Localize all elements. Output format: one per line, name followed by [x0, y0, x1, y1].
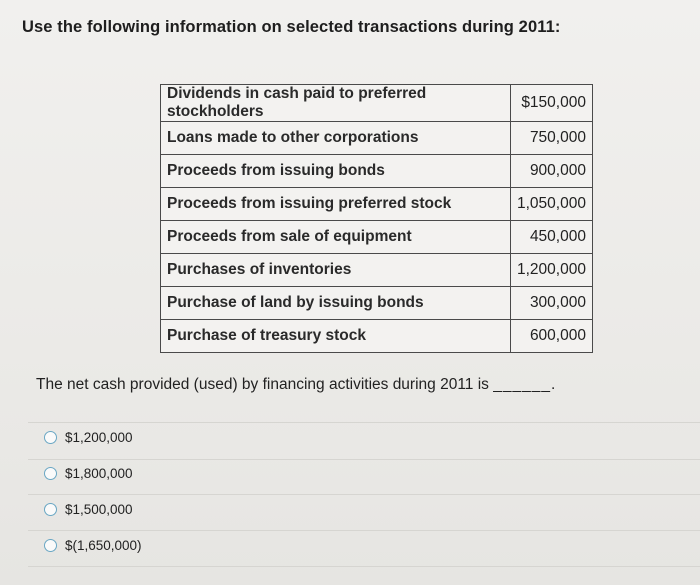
- transaction-label: Proceeds from issuing bonds: [161, 155, 511, 188]
- prompt-sentence: The net cash provided (used) by financing activities during 2011 is: [36, 376, 489, 393]
- radio-icon[interactable]: [44, 539, 57, 552]
- option-label: $1,200,000: [65, 430, 133, 445]
- transaction-amount: 750,000: [511, 122, 593, 155]
- table-row: [161, 287, 593, 320]
- transaction-amount: 900,000: [511, 155, 593, 188]
- answer-option[interactable]: [44, 430, 133, 445]
- radio-icon[interactable]: [44, 503, 57, 516]
- prompt-text: [36, 376, 556, 394]
- transaction-label: Loans made to other corporations: [161, 122, 511, 155]
- transaction-amount: 300,000: [511, 287, 593, 320]
- divider: [28, 566, 700, 567]
- divider: [28, 422, 700, 423]
- transaction-amount: 600,000: [511, 320, 593, 353]
- transaction-amount: 1,050,000: [511, 188, 593, 221]
- table-row: [161, 320, 593, 353]
- table-row: [161, 254, 593, 287]
- transaction-label: Purchase of land by issuing bonds: [161, 287, 511, 320]
- transaction-label: Purchase of treasury stock: [161, 320, 511, 353]
- option-label: $(1,650,000): [65, 538, 142, 553]
- transaction-label: Proceeds from sale of equipment: [161, 221, 511, 254]
- option-label: $1,800,000: [65, 466, 133, 481]
- transaction-label: Dividends in cash paid to preferred stockholders: [161, 85, 511, 122]
- transaction-amount: 450,000: [511, 221, 593, 254]
- transaction-label: Purchases of inventories: [161, 254, 511, 287]
- table-row: [161, 122, 593, 155]
- prompt-blank: ______.: [493, 376, 557, 393]
- answer-option[interactable]: [44, 502, 133, 517]
- radio-icon[interactable]: [44, 431, 57, 444]
- table-row: [161, 221, 593, 254]
- question-text: Use the following information on selected transactions during 2011:: [22, 18, 561, 36]
- table-row: [161, 155, 593, 188]
- answer-option[interactable]: [44, 466, 133, 481]
- transaction-label: Proceeds from issuing preferred stock: [161, 188, 511, 221]
- transaction-amount: $150,000: [511, 85, 593, 122]
- table-row: [161, 85, 593, 122]
- divider: [28, 494, 700, 495]
- divider: [28, 530, 700, 531]
- answer-option[interactable]: [44, 538, 142, 553]
- divider: [28, 459, 700, 460]
- radio-icon[interactable]: [44, 467, 57, 480]
- option-label: $1,500,000: [65, 502, 133, 517]
- transaction-amount: 1,200,000: [511, 254, 593, 287]
- transactions-table: [160, 84, 593, 353]
- table-row: [161, 188, 593, 221]
